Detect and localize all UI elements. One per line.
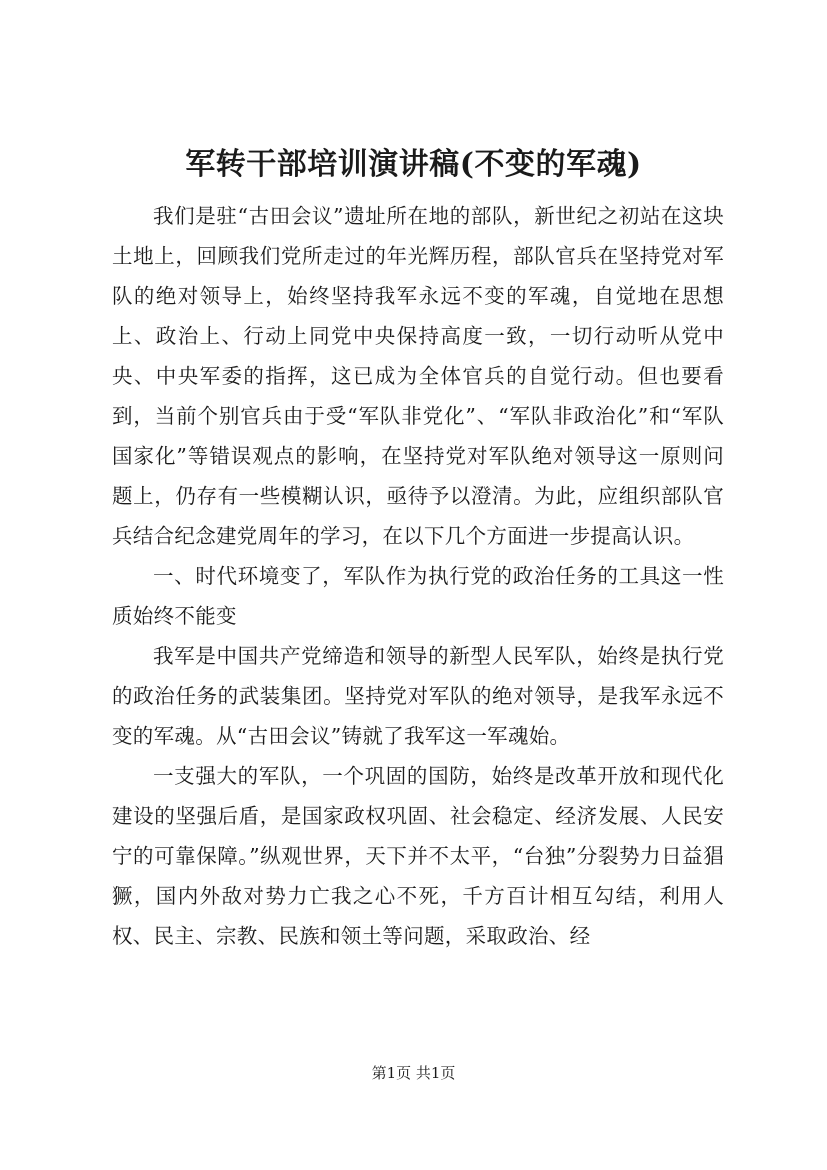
paragraph: 我们是驻“古田会议”遗址所在地的部队，新世纪之初站在这块土地上，回顾我们党所走过的年光辉历程，部队官兵在坚持党对军队的绝对领导上，始终坚持我军永远不变的军魂，自觉地在思想上、政治上、行动上同党中央保持高度一致，一切行动听从党中央、中央军委的指挥，这已成为全体官兵的自觉行动。但也要看到，当前个别官兵由于受“军队非党化”、“军队非政治化”和“军队国家化”等错误观点的影响，在坚持党对军队绝对领导这一原则问题上，仍存有一些模糊认识，亟待予以澄清。为此，应组织部队官兵结合纪念建党周年的学习，在以下几个方面进一步提高认识。	[112, 204, 724, 548]
paragraph: 一支强大的军队，一个巩固的国防，始终是改革开放和现代化建设的坚强后盾，是国家政权巩固、社会稳定、经济发展、人民安宁的可靠保障。”纵观世界，天下并不太平，“台独”分裂势力日益猖獗，国内外敌对势力亡我之心不死，千方百计相互勾结，利用人权、民主、宗教、民族和领土等问题，采取政治、经	[112, 764, 724, 948]
section-heading: 一、时代环境变了，军队作为执行党的政治任务的工具这一性质始终不能变	[112, 564, 724, 628]
paragraph: 我军是中国共产党缔造和领导的新型人民军队，始终是执行党的政治任务的武装集团。坚持党对军队的绝对领导，是我军永远不变的军魂。从“古田会议”铸就了我军这一军魂始。	[112, 644, 724, 748]
page-number-footer: 第1页 共1页	[371, 1064, 456, 1082]
document-title: 军转干部培训演讲稿(不变的军魂)	[185, 147, 642, 182]
document-body	[112, 196, 724, 956]
